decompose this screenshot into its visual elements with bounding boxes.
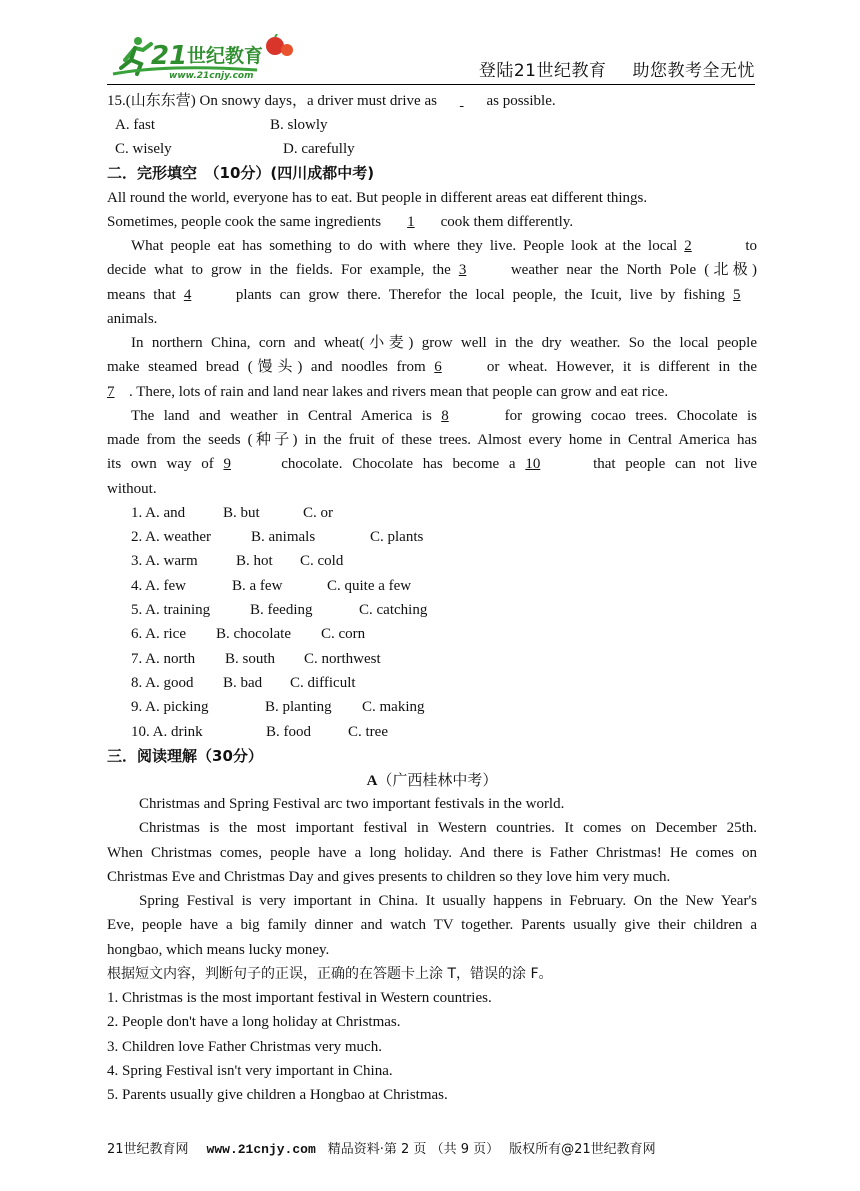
statement: 5. Parents usually give children a Hongbao at Christmas. bbox=[107, 1087, 448, 1103]
cloze-line: Sometimes, people cook the same ingredients 1 cook them differently. bbox=[107, 210, 757, 234]
passage-title: A（广西桂林中考） bbox=[366, 771, 498, 789]
logo-21cnjy-icon bbox=[107, 34, 307, 80]
cloze-line: 7 . There, lots of rain and land near lakes and rivers mean that people can grow and eat rice. bbox=[107, 380, 757, 404]
cloze-line: without. bbox=[107, 481, 157, 497]
section3-heading: 三．阅读理解（30分） bbox=[107, 747, 263, 765]
cloze-line: decide what to grow in the fields. For example, the 3 weather near the North Pole (北极) bbox=[107, 258, 757, 282]
cloze-option-row: 10. A. drink B. food C. tree bbox=[131, 724, 388, 740]
cloze-blank-8: 8 bbox=[441, 408, 449, 424]
statement: 4. Spring Festival isn't very important in China. bbox=[107, 1063, 393, 1079]
cloze-option-row: 1. A. and B. but C. or bbox=[131, 505, 333, 521]
cloze-blank-7: 7 bbox=[107, 384, 115, 400]
cloze-option-row: 7. A. north B. south C. northwest bbox=[131, 651, 381, 667]
q15-stem: 15.(山东东营) On snowy days，a driver must drive as as possible. bbox=[107, 89, 757, 113]
cloze-line: The land and weather in Central America is 8 for growing cocao trees. Chocolate is bbox=[131, 404, 757, 428]
passage-line: When Christmas comes, people have a long holiday. And there is Father Christmas! He comes on bbox=[107, 845, 757, 861]
cloze-line: make steamed bread (馒头) and noodles from 6 or wheat. However, it is different in the bbox=[107, 355, 757, 379]
cloze-blank-10: 10 bbox=[525, 456, 541, 472]
cloze-blank-5: 5 bbox=[733, 287, 741, 303]
footer-url: www.21cnjy.com bbox=[206, 1142, 316, 1157]
cloze-option-row: 2. A. weather B. animals C. plants bbox=[131, 529, 424, 545]
footer-page-info: 精品资料·第 2 页 （共 9 页） bbox=[327, 1142, 500, 1157]
header-tagline bbox=[453, 56, 755, 81]
q15-options-cd: C. wisely D. carefully bbox=[115, 141, 355, 157]
cloze-blank-6: 6 bbox=[434, 359, 442, 375]
cloze-blank-3: 3 bbox=[458, 262, 467, 278]
statement: 1. Christmas is the most important festival in Western countries. bbox=[107, 990, 492, 1006]
q15-blank bbox=[441, 89, 483, 113]
svg-text:世纪教育: 世纪教育 bbox=[187, 45, 264, 67]
header-tagline-login: 登陆21世纪教育 bbox=[478, 61, 607, 81]
svg-text:21: 21 bbox=[151, 41, 188, 71]
passage-line: Eve, people have a big family dinner and watch TV together. Parents usually give their children a bbox=[107, 917, 757, 933]
passage-line: Christmas and Spring Festival arc two important festivals in the world. bbox=[139, 796, 565, 812]
header-divider bbox=[107, 84, 755, 85]
cloze-blank-9: 9 bbox=[223, 456, 231, 472]
cloze-line: means that 4 plants can grow there. Therefor the local people, the Icuit, live by fishing 5 bbox=[107, 283, 757, 307]
cloze-line: What people eat has something to do with where they live. People look at the local 2 to bbox=[131, 234, 757, 258]
cloze-line: In northern China, corn and wheat(小麦) grow well in the dry weather. So the local people bbox=[131, 335, 757, 351]
header-tagline-slogan: 助您教考全无忧 bbox=[632, 61, 755, 81]
page-footer bbox=[107, 1138, 757, 1157]
cloze-option-row: 5. A. training B. feeding C. catching bbox=[131, 602, 428, 618]
cloze-blank-2: 2 bbox=[684, 238, 692, 254]
passage-line: Spring Festival is very important in China. It usually happens in February. On the New Year's bbox=[139, 893, 757, 909]
passage-line: Christmas is the most important festival in Western countries. It comes on December 25th. bbox=[139, 820, 757, 836]
cloze-blank-1: 1 bbox=[407, 214, 415, 230]
cloze-line: All round the world, everyone has to eat. But people in different areas eat different things. bbox=[107, 190, 648, 206]
cloze-option-row: 3. A. warm B. hot C. cold bbox=[131, 553, 344, 569]
statement: 3. Children love Father Christmas very much. bbox=[107, 1039, 382, 1055]
cloze-option-row: 8. A. good B. bad C. difficult bbox=[131, 675, 356, 691]
cloze-option-row: 9. A. picking B. planting C. making bbox=[131, 699, 425, 715]
cloze-line: its own way of 9 chocolate. Chocolate has become a 10 that people can not live bbox=[107, 452, 757, 476]
instruction: 根据短文内容，判断句子的正误，正确的在答题卡上涂 T，错误的涂 F。 bbox=[107, 966, 553, 982]
page-header bbox=[107, 34, 755, 84]
cloze-line: made from the seeds (种子) in the fruit of these trees. Almost every home in Central America has bbox=[107, 432, 757, 448]
section2-heading: 二．完形填空 （10分）(四川成都中考) bbox=[107, 164, 375, 182]
cloze-blank-4: 4 bbox=[183, 287, 192, 303]
cloze-option-row: 6. A. rice B. chocolate C. corn bbox=[131, 626, 366, 642]
cloze-option-row: 4. A. few B. a few C. quite a few bbox=[131, 578, 412, 594]
footer-copyright: 版权所有@21世纪教育网 bbox=[509, 1142, 656, 1157]
q15-options-ab: A. fast B. slowly bbox=[115, 117, 328, 133]
svg-text:www.21cnjy.com: www.21cnjy.com bbox=[169, 71, 254, 80]
passage-line: hongbao, which means lucky money. bbox=[107, 942, 330, 958]
footer-site: 21世纪教育网 bbox=[107, 1142, 189, 1157]
passage-line: Christmas Eve and Christmas Day and gives presents to children so they love him very much. bbox=[107, 869, 671, 885]
statement: 2. People don't have a long holiday at Christmas. bbox=[107, 1014, 401, 1030]
cloze-line: animals. bbox=[107, 311, 158, 327]
